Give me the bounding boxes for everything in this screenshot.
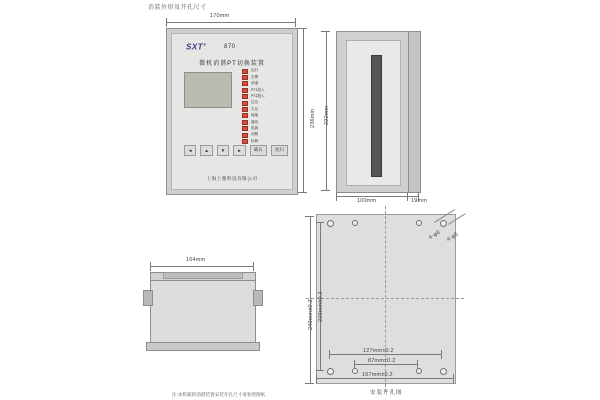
led-lamp-icon xyxy=(242,69,248,74)
hole-spec-2: 4-φ5 xyxy=(446,231,460,244)
dim-tick xyxy=(295,18,296,27)
mounting-hole-small xyxy=(352,220,358,226)
dim-tick xyxy=(316,370,324,371)
dim-line-bl-width xyxy=(150,266,254,267)
mounting-hole-small xyxy=(416,220,422,226)
dim-drill-height-2: 220mm±0.2 xyxy=(318,291,324,322)
side-view-flange xyxy=(408,31,421,193)
section-view-bracket-left xyxy=(143,290,153,306)
dim-tick xyxy=(329,350,330,359)
dim-tick xyxy=(166,18,167,27)
device-front-view xyxy=(166,28,298,195)
led-lamp-icon xyxy=(242,126,248,131)
device-side-view xyxy=(336,31,410,193)
dim-tick xyxy=(354,360,355,369)
mounting-hole-small xyxy=(352,368,358,374)
dim-line-front-width xyxy=(166,22,296,23)
device-title: 微机消谐PT切换装置 xyxy=(199,61,265,67)
dim-front-width: 170mm xyxy=(210,13,230,19)
dim-front-height: 236mm xyxy=(310,108,316,128)
brand-logo xyxy=(186,42,207,52)
dim-drill-width-3: 167mm±0.2 xyxy=(362,372,393,378)
dim-tick xyxy=(305,383,314,384)
bottom-note: 注:本机箱的消谐装置安装开孔尺寸请参照图纸 xyxy=(172,392,266,397)
dim-tick xyxy=(441,350,442,359)
dim-tick xyxy=(316,374,317,383)
brand-superscript: ® xyxy=(203,42,207,47)
led-label: PT1投入 xyxy=(251,87,265,92)
keypad xyxy=(184,144,288,156)
led-lamp-icon xyxy=(242,120,248,125)
led-lamp-icon xyxy=(242,133,248,138)
key-down[interactable]: ▼ xyxy=(217,145,229,156)
led-label: PT2投入 xyxy=(251,93,265,98)
dim-bl-width: 164mm xyxy=(186,257,206,263)
mounting-hole xyxy=(327,368,334,375)
hole-spec-1: 4-φ6 xyxy=(428,229,442,242)
led-label: 欠压 xyxy=(251,106,259,111)
led-label: 通讯 xyxy=(251,119,259,124)
led-lamp-icon xyxy=(242,94,248,99)
led-label: 过压 xyxy=(251,100,259,105)
led-lamp-icon xyxy=(242,107,248,112)
led-label: 运行 xyxy=(251,68,259,73)
dim-tick xyxy=(150,262,151,271)
mounting-hole xyxy=(440,220,447,227)
dim-side-depth: 100mm xyxy=(357,198,377,204)
led-indicator-panel xyxy=(242,68,290,145)
key-right[interactable]: ► xyxy=(233,145,245,156)
mounting-hole xyxy=(327,220,334,227)
dim-tick xyxy=(298,192,307,193)
led-label: 电源 xyxy=(251,125,259,130)
led-label: 检修 xyxy=(251,138,259,143)
dim-drill-height-1: 240mm±0.2 xyxy=(308,299,314,330)
dim-tick xyxy=(336,192,337,201)
section-view-base xyxy=(146,342,260,351)
company-name: 上海上雅科技有限公司 xyxy=(206,176,258,181)
dim-tick xyxy=(321,31,330,32)
drill-plan-caption: 安装开孔图 xyxy=(370,390,403,396)
dim-tick xyxy=(417,360,418,369)
dim-side-height: 222mm xyxy=(324,105,330,125)
dim-line-drill-w2 xyxy=(354,364,418,365)
section-view-body xyxy=(150,280,256,344)
key-up[interactable]: ▲ xyxy=(200,145,212,156)
dim-drill-width-1: 127mm±0.2 xyxy=(363,348,394,354)
mounting-hole xyxy=(440,368,447,375)
dim-tick xyxy=(316,222,324,223)
led-label: 消谐 xyxy=(251,81,259,86)
led-label: 接地 xyxy=(251,113,259,118)
key-reset[interactable]: 复归 xyxy=(271,145,288,156)
dim-tick xyxy=(298,28,307,29)
dim-tick xyxy=(253,262,254,271)
led-lamp-icon xyxy=(242,101,248,106)
dim-line-side-depth xyxy=(336,196,408,197)
model-number: 870 xyxy=(224,44,236,50)
led-lamp-icon xyxy=(242,88,248,93)
dim-side-flange: 19mm xyxy=(411,198,428,204)
led-label: 闭锁 xyxy=(251,132,259,137)
dim-tick xyxy=(305,216,314,217)
section-view-bracket-right xyxy=(253,290,263,306)
led-label: 告警 xyxy=(251,74,259,79)
key-left[interactable]: ◄ xyxy=(184,145,196,156)
led-lamp-icon xyxy=(242,75,248,80)
brand-text: SXT xyxy=(186,42,204,52)
led-lamp-icon xyxy=(242,113,248,118)
dim-line-drill-w1 xyxy=(329,354,442,355)
dim-line-front-height xyxy=(303,28,304,193)
dim-tick xyxy=(453,374,454,383)
dim-drill-width-2: 87mm±0.2 xyxy=(368,358,396,364)
side-view-inner xyxy=(346,40,401,186)
dim-line-drill-w3 xyxy=(316,378,454,379)
section-view-slot xyxy=(163,272,243,279)
device-faceplate xyxy=(171,33,293,190)
side-view-board xyxy=(371,55,382,177)
key-confirm[interactable]: 确认 xyxy=(250,145,267,156)
lcd-screen xyxy=(184,72,232,108)
dim-tick xyxy=(321,190,330,191)
led-lamp-icon xyxy=(242,81,248,86)
page-title: 消装外形及开孔尺寸 xyxy=(148,5,207,11)
